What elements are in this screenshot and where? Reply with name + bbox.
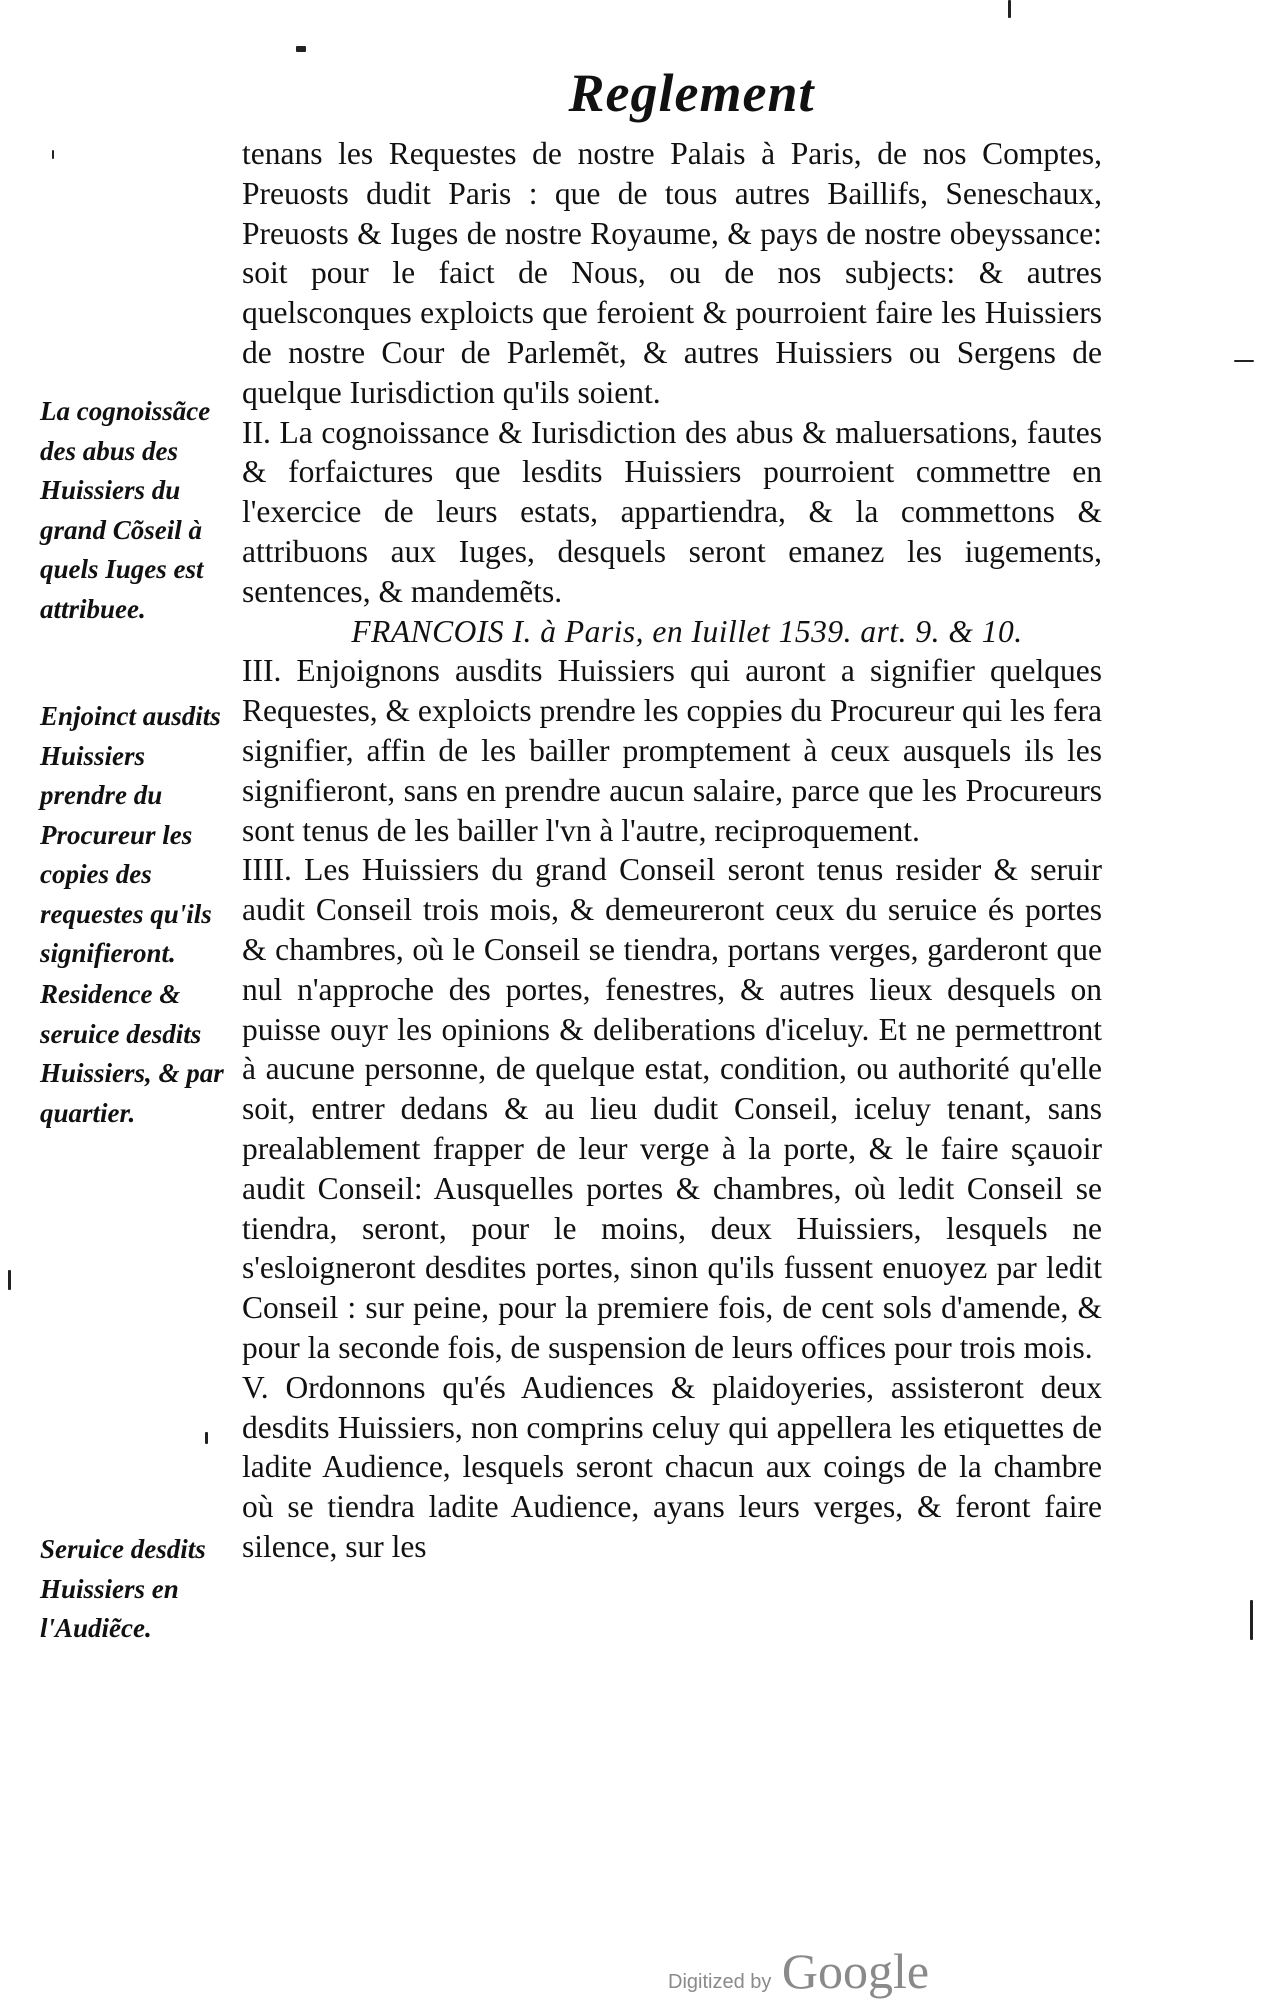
sidenote-copies: Enjoinct ausdits Huissiers prendre du Procureur les copies des requestes qu'ils signifieront. xyxy=(40,701,221,968)
sidenote-audience: Seruice desdits Huissiers en l'Audiẽce. xyxy=(40,1534,206,1643)
sidenote-abus: La cognoissãce des abus des Huissiers du grand Cõseil à quels Iuges est attribuee. xyxy=(40,396,211,624)
paragraph-article-4: IIII. Les Huissiers du grand Conseil seront tenus resider & seruir audit Conseil trois mois, & demeureront ceux du seruice és portes & chambres, où le Conseil se tiendra, portans verges, garderont que nul n'approche des portes, fenestres, & autres lieux desquels on puisse ouyr les opinions & deliberations d'iceluy. Et ne permettront à aucune personne, de quelque estat, condition, ou authorité qu'elle soit, entrer dedans & au lieu dudit Conseil, iceluy tenant, sans prealablement frapper de leur verge à la porte, & le faire sçauoir audit Conseil: Ausquelles portes & chambres, où ledit Conseil se tiendra, seront, pour le moins, deux Huissiers, lesquels ne s'esloigneront desdites portes, sinon qu'ils fussent enuoyez par ledit Conseil : sur peine, pour la premiere fois, de cent sols d'amende, & pour la seconde fois, de suspension de leurs offices pour trois mois. xyxy=(242,852,1102,1365)
google-logo: Google xyxy=(781,1943,930,1999)
ink-speck xyxy=(52,150,54,159)
paragraph-article-5: V. Ordonnons qu'és Audiences & plaidoyeries, assisteront deux desdits Huissiers, non comprins celuy qui appellera les etiquettes de ladite Audience, lesquels seront chacun aux coings de la chambre où se tiendra ladite Audience, ayans leurs verges, & feront faire silence, sur les xyxy=(242,1369,1102,1564)
watermark-prefix: Digitized by xyxy=(668,1971,772,1993)
sidenote-residence: Residence & seruice desdits Huissiers, & par quartier. xyxy=(40,979,224,1128)
ink-speck xyxy=(1008,0,1011,18)
digitized-watermark xyxy=(668,1942,929,2000)
ink-speck xyxy=(296,46,306,52)
ink-speck xyxy=(1250,1600,1253,1640)
paragraph-intro: tenans les Requestes de nostre Palais à Paris, de nos Comptes, Preuosts dudit Paris : que de tous autres Baillifs, Seneschaux, Preuosts & Iuges de nostre Royaume, & pays de nostre obeyssance: soit pour le faict de Nous, ou de nos subjects: & autres quelsconques exploicts que feroient & pourroient faire les Huissiers de nostre Cour de Parlemẽt, & autres Huissiers ou Sergens de quelque Iurisdiction qu'ils soient. xyxy=(242,136,1102,410)
main-text-column xyxy=(242,134,1102,1567)
citation-line: FRANCOIS I. à Paris, en Iuillet 1539. art. 9. & 10. xyxy=(351,613,1023,649)
ink-speck xyxy=(205,1432,208,1444)
running-title: Reglement xyxy=(568,63,815,123)
paragraph-article-2: II. La cognoissance & Iurisdiction des abus & maluersations, fautes & forfaictures que lesdits Huissiers pourroient commettre en l'exercice de leurs estats, appartiendra, & la commettons & attribuons aux Iuges, desquels seront emanez les iugements, sentences, & mandemẽts. xyxy=(242,414,1102,609)
ink-speck xyxy=(1234,360,1254,362)
ink-speck xyxy=(8,1270,11,1290)
paragraph-article-3: III. Enjoignons ausdits Huissiers qui auront a signifier quelques Requestes, & exploicts prendre les coppies du Procureur qui les fera signifier, affin de les bailler promptement à ceux ausquels ils les signifieront, sans en prendre aucun salaire, parce que les Procureurs sont tenus de les bailler l'vn à l'autre, reciproquement. xyxy=(242,653,1102,848)
